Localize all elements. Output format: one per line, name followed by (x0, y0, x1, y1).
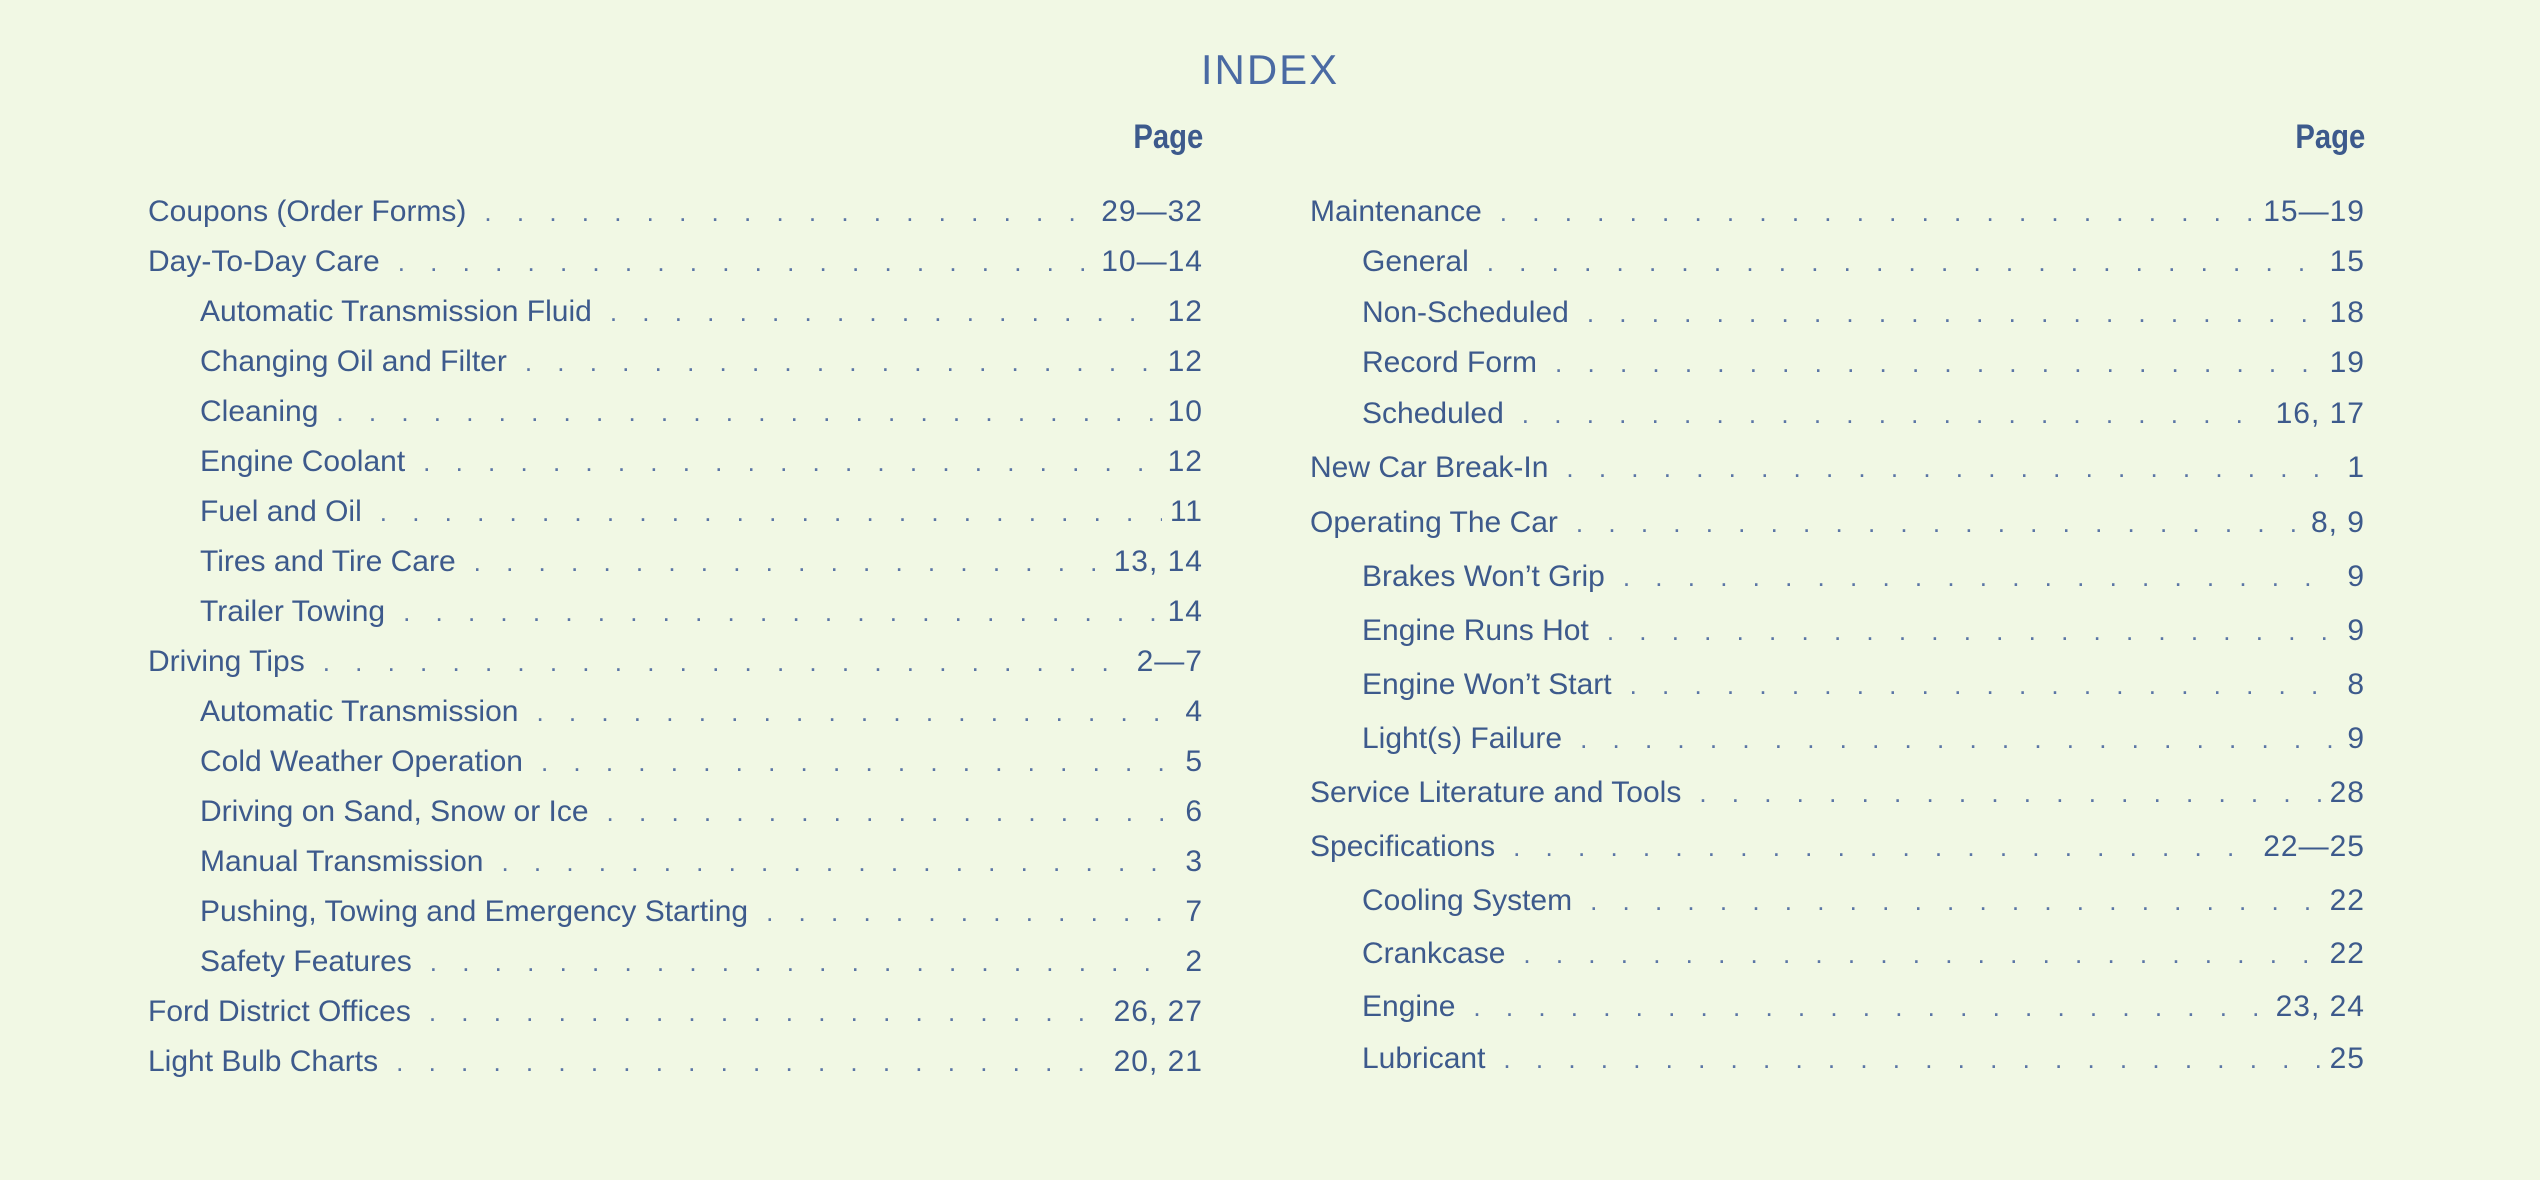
dot-leader (501, 840, 1177, 884)
dot-leader (1473, 985, 2267, 1029)
entry-label: Light(s) Failure (1362, 722, 1563, 755)
dot-leader (403, 590, 1160, 634)
index-entry (200, 440, 1203, 484)
entry-pages: 22 (2329, 937, 2365, 970)
entry-label: Engine Won’t Start (1362, 668, 1612, 701)
entry-pages: 16, 17 (2275, 397, 2365, 430)
entry-pages: 12 (1167, 445, 1203, 478)
entry-label: Maintenance (1310, 195, 1482, 228)
entry-pages: 8 (2347, 668, 2365, 701)
entry-label: Non-Scheduled (1362, 296, 1569, 329)
dot-leader (525, 340, 1160, 384)
entry-label: New Car Break-In (1310, 451, 1549, 484)
dot-leader (607, 790, 1178, 834)
dot-leader (396, 1040, 1105, 1084)
dot-leader (1523, 932, 2321, 976)
index-entry (1362, 609, 2365, 653)
entry-pages: 6 (1185, 795, 1203, 828)
entry-pages: 28 (2329, 776, 2365, 809)
dot-leader (541, 740, 1177, 784)
dot-leader (336, 390, 1159, 434)
index-entry (1362, 240, 2365, 284)
dot-leader (1500, 190, 2255, 234)
dot-leader (1607, 609, 2340, 653)
index-entry (1310, 190, 2365, 234)
dot-leader (1522, 392, 2268, 436)
entry-pages: 10 (1167, 395, 1203, 428)
dot-leader (430, 940, 1178, 984)
index-entry (1362, 291, 2365, 335)
index-entry (1310, 771, 2365, 815)
index-entry (1362, 392, 2365, 436)
entry-label: Coupons (Order Forms) (148, 195, 467, 228)
entry-pages: 2 (1185, 945, 1203, 978)
entry-pages: 8, 9 (2310, 506, 2365, 539)
entry-pages: 9 (2347, 614, 2365, 647)
dot-leader (610, 290, 1160, 334)
entry-label: Changing Oil and Filter (200, 345, 507, 378)
entry-pages: 4 (1185, 695, 1203, 728)
dot-leader (1630, 663, 2340, 707)
index-entry (1362, 717, 2365, 761)
entry-pages: 18 (2329, 296, 2365, 329)
entry-label: Fuel and Oil (200, 495, 362, 528)
entry-pages: 29—32 (1101, 195, 1203, 228)
entry-label: Cold Weather Operation (200, 745, 523, 778)
index-entry (200, 490, 1203, 534)
entry-label: Day-To-Day Care (148, 245, 380, 278)
index-entry (1362, 555, 2365, 599)
entry-label: Tires and Tire Care (200, 545, 456, 578)
entry-pages: 5 (1185, 745, 1203, 778)
dot-leader (1590, 879, 2322, 923)
index-entry (1310, 825, 2365, 869)
index-entry (148, 190, 1203, 234)
entry-label: Safety Features (200, 945, 412, 978)
index-entry (200, 790, 1203, 834)
entry-label: Pushing, Towing and Emergency Starting (200, 895, 749, 928)
entry-label: Ford District Offices (148, 995, 411, 1028)
index-entry (148, 1040, 1203, 1084)
dot-leader (423, 440, 1159, 484)
index-entry (1362, 879, 2365, 923)
entry-pages: 22 (2329, 884, 2365, 917)
index-entry (200, 840, 1203, 884)
index-entry (148, 990, 1203, 1034)
index-title: INDEX (1200, 46, 1340, 93)
dot-leader (1555, 341, 2322, 385)
dot-leader (766, 890, 1177, 934)
entry-pages: 9 (2347, 560, 2365, 593)
entry-pages: 22—25 (2263, 830, 2365, 863)
entry-label: Automatic Transmission (200, 695, 519, 728)
entry-label: Brakes Won’t Grip (1362, 560, 1605, 593)
entry-pages: 11 (1169, 495, 1203, 528)
entry-label: Scheduled (1362, 397, 1504, 430)
entry-pages: 25 (2329, 1042, 2365, 1075)
index-entry (200, 740, 1203, 784)
entry-pages: 12 (1167, 345, 1203, 378)
index-entry (200, 340, 1203, 384)
index-entry (148, 640, 1203, 684)
entry-label: Record Form (1362, 346, 1538, 379)
entry-pages: 1 (2347, 451, 2365, 484)
dot-leader (1503, 1037, 2321, 1081)
entry-pages: 19 (2329, 346, 2365, 379)
entry-pages: 7 (1185, 895, 1203, 928)
index-entry (1310, 501, 2365, 545)
entry-label: General (1362, 245, 1469, 278)
dot-leader (1623, 555, 2339, 599)
index-entry (1362, 663, 2365, 707)
dot-leader (380, 490, 1162, 534)
entry-pages: 9 (2347, 722, 2365, 755)
entry-pages: 3 (1185, 845, 1203, 878)
entry-label: Driving Tips (148, 645, 305, 678)
dot-leader (1576, 501, 2303, 545)
entry-pages: 23, 24 (2275, 990, 2365, 1023)
dot-leader (1487, 240, 2322, 284)
right-page-heading: Page (2295, 118, 2365, 156)
dot-leader (1566, 446, 2339, 490)
dot-leader (1699, 771, 2321, 815)
index-entry (1310, 446, 2365, 490)
dot-leader (1587, 291, 2322, 335)
dot-leader (536, 690, 1177, 734)
entry-label: Operating The Car (1310, 506, 1558, 539)
left-page-heading: Page (1133, 118, 1203, 156)
entry-pages: 20, 21 (1113, 1045, 1203, 1078)
entry-label: Crankcase (1362, 937, 1506, 970)
entry-label: Manual Transmission (200, 845, 484, 878)
dot-leader (1580, 717, 2339, 761)
index-entry (200, 540, 1203, 584)
dot-leader (398, 240, 1094, 284)
dot-leader (474, 540, 1106, 584)
index-entry (200, 590, 1203, 634)
entry-pages: 12 (1167, 295, 1203, 328)
dot-leader (1513, 825, 2255, 869)
index-entry (200, 290, 1203, 334)
entry-pages: 26, 27 (1113, 995, 1203, 1028)
dot-leader (429, 990, 1106, 1034)
entry-pages: 10—14 (1101, 245, 1203, 278)
entry-label: Trailer Towing (200, 595, 386, 628)
index-entry (200, 390, 1203, 434)
entry-pages: 2—7 (1136, 645, 1203, 678)
dot-leader (323, 640, 1129, 684)
index-entry (200, 690, 1203, 734)
entry-pages: 13, 14 (1113, 545, 1203, 578)
index-entry (148, 240, 1203, 284)
entry-label: Driving on Sand, Snow or Ice (200, 795, 589, 828)
index-entry (200, 890, 1203, 934)
entry-label: Engine (1362, 990, 1456, 1023)
entry-label: Specifications (1310, 830, 1496, 863)
entry-label: Engine Runs Hot (1362, 614, 1589, 647)
index-entry (200, 940, 1203, 984)
entry-pages: 14 (1167, 595, 1203, 628)
entry-label: Light Bulb Charts (148, 1045, 379, 1078)
entry-label: Automatic Transmission Fluid (200, 295, 592, 328)
index-entry (1362, 985, 2365, 1029)
entry-label: Cleaning (200, 395, 319, 428)
entry-label: Cooling System (1362, 884, 1573, 917)
entry-pages: 15 (2329, 245, 2365, 278)
index-entry (1362, 341, 2365, 385)
entry-label: Service Literature and Tools (1310, 776, 1682, 809)
entry-label: Engine Coolant (200, 445, 406, 478)
dot-leader (484, 190, 1093, 234)
index-entry (1362, 1037, 2365, 1081)
entry-pages: 15—19 (2263, 195, 2365, 228)
index-entry (1362, 932, 2365, 976)
entry-label: Lubricant (1362, 1042, 1486, 1075)
